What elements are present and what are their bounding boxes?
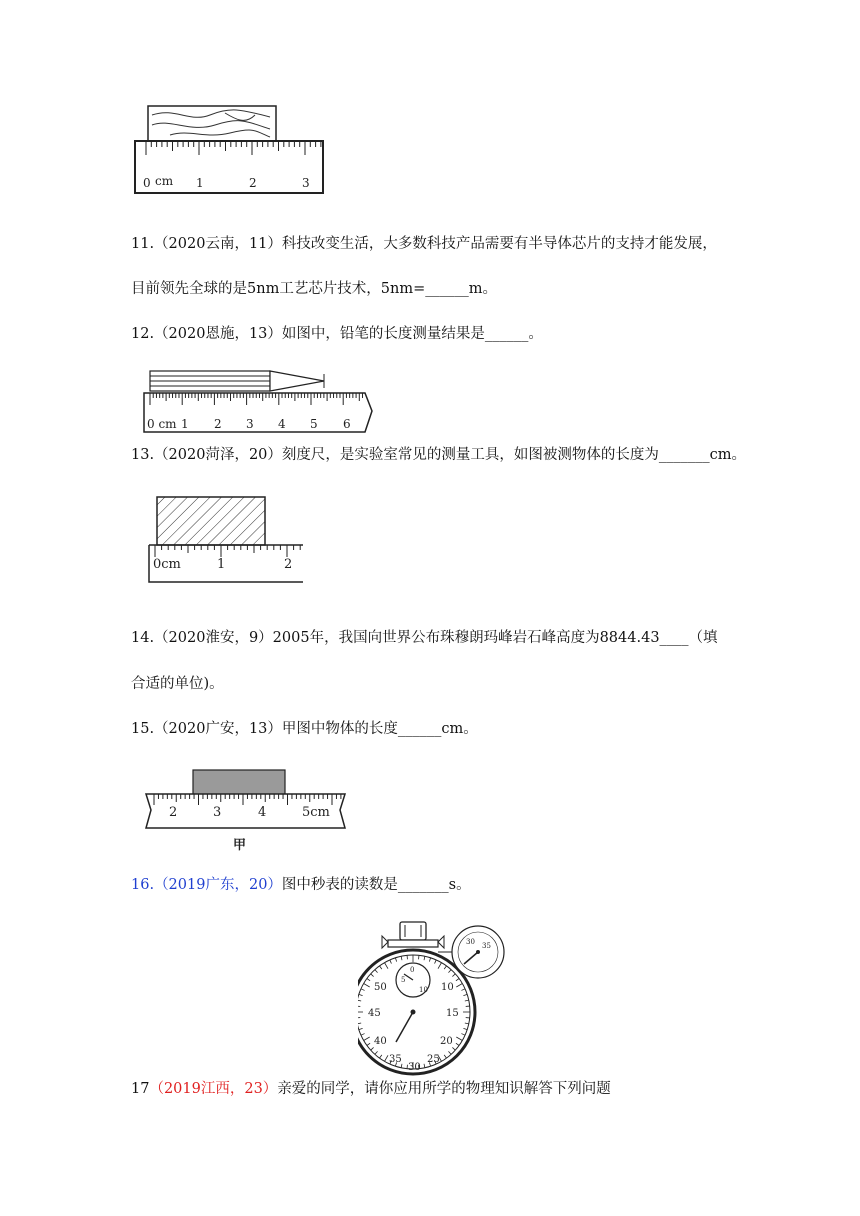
question-12: 12.（2020恩施，13）如图中，铅笔的长度测量结果是______。 xyxy=(131,326,543,342)
tick-label-2: 2 xyxy=(169,805,178,820)
subdial-label-10: 10 xyxy=(419,986,428,994)
tick-label-5: 5 xyxy=(310,417,318,431)
ruler-body xyxy=(144,393,372,432)
subdial-label-5: 5 xyxy=(401,976,406,984)
dial-label-50: 50 xyxy=(374,982,387,993)
tick-label-3: 3 xyxy=(302,176,310,190)
question-16-number: 16. xyxy=(131,877,155,893)
tick-label-0cm: 0cm xyxy=(153,557,181,572)
dial-label-25: 25 xyxy=(427,1054,440,1065)
pencil-ruler-figure xyxy=(140,366,380,436)
question-15: 15.（2020广安，13）甲图中物体的长度______cm。 xyxy=(131,721,478,737)
pencil-tip xyxy=(270,371,324,391)
figure-caption: 甲 xyxy=(233,838,247,853)
tick-label-1: 1 xyxy=(181,417,189,431)
tick-label-3: 3 xyxy=(213,805,222,820)
dial-label-30: 30 xyxy=(408,1062,421,1073)
question-17-text: 亲爱的同学，请你应用所学的物理知识解答下列问题 xyxy=(277,1081,611,1097)
question-17 xyxy=(131,1079,611,1099)
hatched-block xyxy=(157,497,265,545)
question-11-line2: 目前领先全球的是5nm工艺芯片技术，5nm=______m。 xyxy=(131,281,498,297)
question-16 xyxy=(131,875,471,895)
tick-label-0: 0 xyxy=(143,176,151,190)
dial-label-45: 45 xyxy=(368,1008,381,1019)
tick-label-5cm: 5cm xyxy=(302,805,330,820)
tick-label-6: 6 xyxy=(343,417,351,431)
dial-label-40: 40 xyxy=(374,1036,387,1047)
jia-ruler-figure xyxy=(140,764,350,860)
question-14-line1: 14.（2020淮安，9）2005年，我国向世界公布珠穆朗玛峰岩石峰高度为8844.43____（填 xyxy=(131,630,718,646)
zoom-label-30: 30 xyxy=(466,938,475,946)
question-14-line2: 合适的单位)。 xyxy=(131,676,224,692)
zoom-label-35: 35 xyxy=(482,942,491,950)
question-13: 13.（2020菏泽，20）刻度尺，是实验室常见的测量工具，如图被测物体的长度为_______cm。 xyxy=(131,447,747,463)
hatched-block-figure xyxy=(145,494,305,584)
question-11-line1: 11.（2020云南，11）科技改变生活，大多数科技产品需要有半导体芯片的支持才能发展， xyxy=(131,236,717,252)
unit-label: cm xyxy=(155,174,174,188)
question-16-source: （2019广东，20） xyxy=(154,877,282,893)
tick-label-2: 2 xyxy=(284,557,293,572)
question-17-source: （2019江西，23） xyxy=(149,1081,278,1097)
dial-label-10: 10 xyxy=(441,982,454,993)
tick-label-4: 4 xyxy=(258,805,267,820)
dial-label-35: 35 xyxy=(389,1054,402,1065)
dial-label-15: 15 xyxy=(446,1008,459,1019)
tick-label-1: 1 xyxy=(196,176,204,190)
tick-label-3: 3 xyxy=(246,417,254,431)
question-17-number: 17 xyxy=(131,1081,150,1097)
tick-label-2: 2 xyxy=(214,417,222,431)
question-16-text: 图中秒表的读数是_______s。 xyxy=(281,877,471,893)
tick-label-0cm: 0 cm xyxy=(147,417,177,431)
dial-label-20: 20 xyxy=(440,1036,453,1047)
stopwatch-figure xyxy=(358,912,518,1092)
stopwatch-crown xyxy=(400,922,426,940)
tick-label-1: 1 xyxy=(217,557,226,572)
tick-label-4: 4 xyxy=(278,417,286,431)
ruler-wood-figure xyxy=(130,103,330,199)
subdial-label-0: 0 xyxy=(410,966,415,974)
tick-label-2: 2 xyxy=(249,176,257,190)
